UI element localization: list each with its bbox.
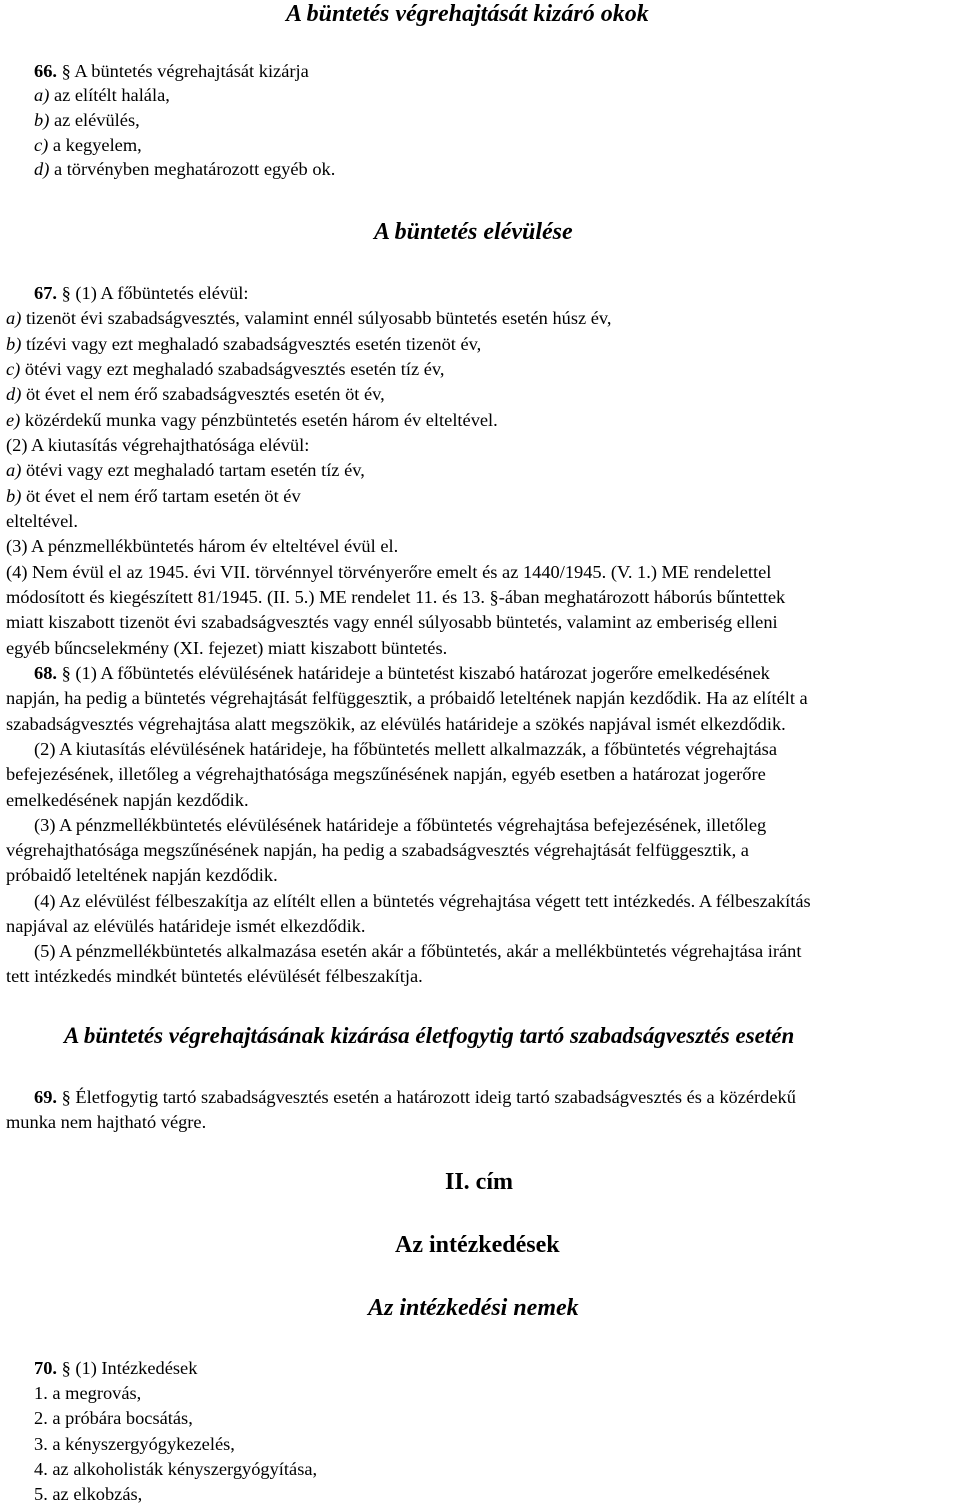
- paragraph-line: miatt kiszabott tizenöt évi szabadságvesztés vagy ennél súlyosabb büntetés, valamint az emberiség elleni: [6, 612, 778, 632]
- item-text: az elítélt halála,: [53, 85, 170, 105]
- paragraph-line: befejezésének, illetőleg a végrehajthatósága megszűnésének napján, egyéb esetben a határozat jogerőre: [6, 764, 766, 784]
- section-text: A büntetés végrehajtását kizárja: [74, 61, 309, 81]
- paragraph-line: (3) A pénzmellékbüntetés elévülésének határideje a főbüntetés végrehajtása befejezésének, illetőleg: [34, 815, 767, 835]
- item-text: közérdekű munka vagy pénzbüntetés esetén három év elteltével.: [24, 410, 498, 430]
- section-text: (1) A főbüntetés elévülésének határideje a büntetést kiszabó határozat jogerőre emelkedésének: [75, 663, 770, 683]
- section-text: (1) A főbüntetés elévül:: [75, 283, 249, 303]
- title-number: II. cím: [445, 1169, 513, 1195]
- paragraph-line: szabadságvesztés végrehajtása alatt megszökik, az elévülés határideje a szökés napjával ismét elkezdődik.: [6, 714, 786, 734]
- item-text: a törvényben meghatározott egyéb ok.: [53, 159, 336, 179]
- list-item: 5. az elkobzás,: [34, 1484, 143, 1504]
- item-text: az elévülés,: [53, 110, 140, 130]
- paragraph-line: (4) Az elévülést félbeszakítja az elítélt ellen a büntetés végrehajtása végett tett intézkedés. A félbeszakítás: [34, 891, 811, 911]
- item-text: öt évet el nem érő tartam esetén öt év: [25, 486, 301, 506]
- item-letter: b): [6, 486, 22, 506]
- section-number: 70.: [34, 1358, 57, 1378]
- section-67-intro: 67. § (1) A főbüntetés elévül:: [34, 283, 249, 303]
- heading-limitation: A büntetés elévülése: [374, 219, 573, 245]
- section-number: 66.: [34, 61, 57, 81]
- item-text: tizenöt évi szabadságvesztés, valamint ennél súlyosabb büntetés esetén húsz év,: [25, 308, 612, 328]
- title-sub: Az intézkedési nemek: [368, 1295, 579, 1321]
- section-text: (1) Intézkedések: [75, 1358, 198, 1378]
- list-item: 2. a próbára bocsátás,: [34, 1408, 193, 1428]
- section-number: 67.: [34, 283, 57, 303]
- item-letter: c): [34, 135, 49, 155]
- paragraph-line: tett intézkedés mindkét büntetés elévülését félbeszakítja.: [6, 966, 423, 986]
- section-66-intro: 66. § A büntetés végrehajtását kizárja: [34, 61, 309, 81]
- paragraph-intro: (2) A kiutasítás végrehajthatósága elévül:: [6, 435, 310, 455]
- item-text: ötévi vagy ezt meghaladó tartam esetén tíz év,: [25, 460, 365, 480]
- list-item: [6, 485, 301, 507]
- title-main: Az intézkedések: [395, 1232, 560, 1258]
- heading-excluding-reasons: A büntetés végrehajtását kizáró okok: [286, 1, 649, 27]
- paragraph-line: napján, ha pedig a büntetés végrehajtását felfüggesztik, a próbaidő leteltének napján kezdődik. Ha az elítélt a: [6, 688, 808, 708]
- list-item: [6, 383, 385, 405]
- paragraph-line: módosított és kiegészített 81/1945. (II. 5.) ME rendelet 11. és 13. §-ában meghatározott háborús bűntettek: [6, 587, 786, 607]
- list-item: [34, 84, 170, 106]
- paragraph-line: (5) A pénzmellékbüntetés alkalmazása esetén akár a főbüntetés, akár a mellékbüntetés végrehajtása iránt: [34, 941, 802, 961]
- paragraph-line: elteltével.: [6, 511, 78, 531]
- item-letter: e): [6, 410, 21, 430]
- item-letter: a): [34, 85, 50, 105]
- item-text: öt évet el nem érő szabadságvesztés esetén öt év,: [25, 384, 385, 404]
- item-text: a kegyelem,: [52, 135, 142, 155]
- item-letter: b): [34, 110, 50, 130]
- paragraph-line: (3) A pénzmellékbüntetés három év elteltével évül el.: [6, 536, 399, 556]
- list-item: [6, 307, 612, 329]
- item-letter: d): [34, 159, 50, 179]
- section-number: 68.: [34, 663, 57, 683]
- list-item: [34, 109, 140, 131]
- paragraph-line: végrehajthatósága megszűnésének napján, ha pedig a szabadságvesztés végrehajtását felfüggesztik, a: [6, 840, 749, 860]
- list-item: [6, 358, 444, 380]
- section-69-intro: 69. § Életfogytig tartó szabadságvesztés esetén a határozott ideig tartó szabadságvesztés és a közérdekű: [34, 1087, 796, 1107]
- list-item: [6, 333, 481, 355]
- list-item: 3. a kényszergyógykezelés,: [34, 1434, 235, 1454]
- paragraph-line: próbaidő leteltének napján kezdődik.: [6, 865, 278, 885]
- item-letter: d): [6, 384, 22, 404]
- paragraph-line: emelkedésének napján kezdődik.: [6, 790, 249, 810]
- item-text: tízévi vagy ezt meghaladó szabadságvesztés esetén tizenöt év,: [25, 334, 482, 354]
- item-letter: a): [6, 308, 22, 328]
- item-text: ötévi vagy ezt meghaladó szabadságvesztés esetén tíz év,: [24, 359, 445, 379]
- list-item: 1. a megrovás,: [34, 1383, 142, 1403]
- section-text: Életfogytig tartó szabadságvesztés esetén a határozott ideig tartó szabadságvesztés és a közérdekű: [75, 1087, 796, 1107]
- section-68-intro: 68. § (1) A főbüntetés elévülésének határideje a büntetést kiszabó határozat jogerőre emelkedésének: [34, 663, 770, 683]
- item-letter: b): [6, 334, 22, 354]
- paragraph-line: napjával az elévülés határideje ismét elkezdődik.: [6, 916, 366, 936]
- paragraph-line: (2) A kiutasítás elévülésének határideje, ha főbüntetés mellett alkalmazzák, a főbüntetés végrehajtása: [34, 739, 777, 759]
- paragraph-line: egyéb bűncselekmény (XI. fejezet) miatt kiszabott büntetés.: [6, 638, 448, 658]
- paragraph-line: munka nem hajtható végre.: [6, 1112, 207, 1132]
- list-item: [34, 134, 142, 156]
- list-item: [6, 409, 498, 431]
- section-70-intro: 70. § (1) Intézkedések: [34, 1358, 198, 1378]
- heading-life-sentence: A büntetés végrehajtásának kizárása életfogytig tartó szabadságvesztés esetén: [64, 1023, 795, 1048]
- list-item: 4. az alkoholisták kényszergyógyítása,: [34, 1459, 318, 1479]
- list-item: [6, 459, 365, 481]
- paragraph-line: (4) Nem évül el az 1945. évi VII. törvénnyel törvényerőre emelt és az 1440/1945. (V. 1.) ME rendelettel: [6, 562, 772, 582]
- list-item: [34, 158, 335, 180]
- section-number: 69.: [34, 1087, 57, 1107]
- item-letter: a): [6, 460, 22, 480]
- item-letter: c): [6, 359, 21, 379]
